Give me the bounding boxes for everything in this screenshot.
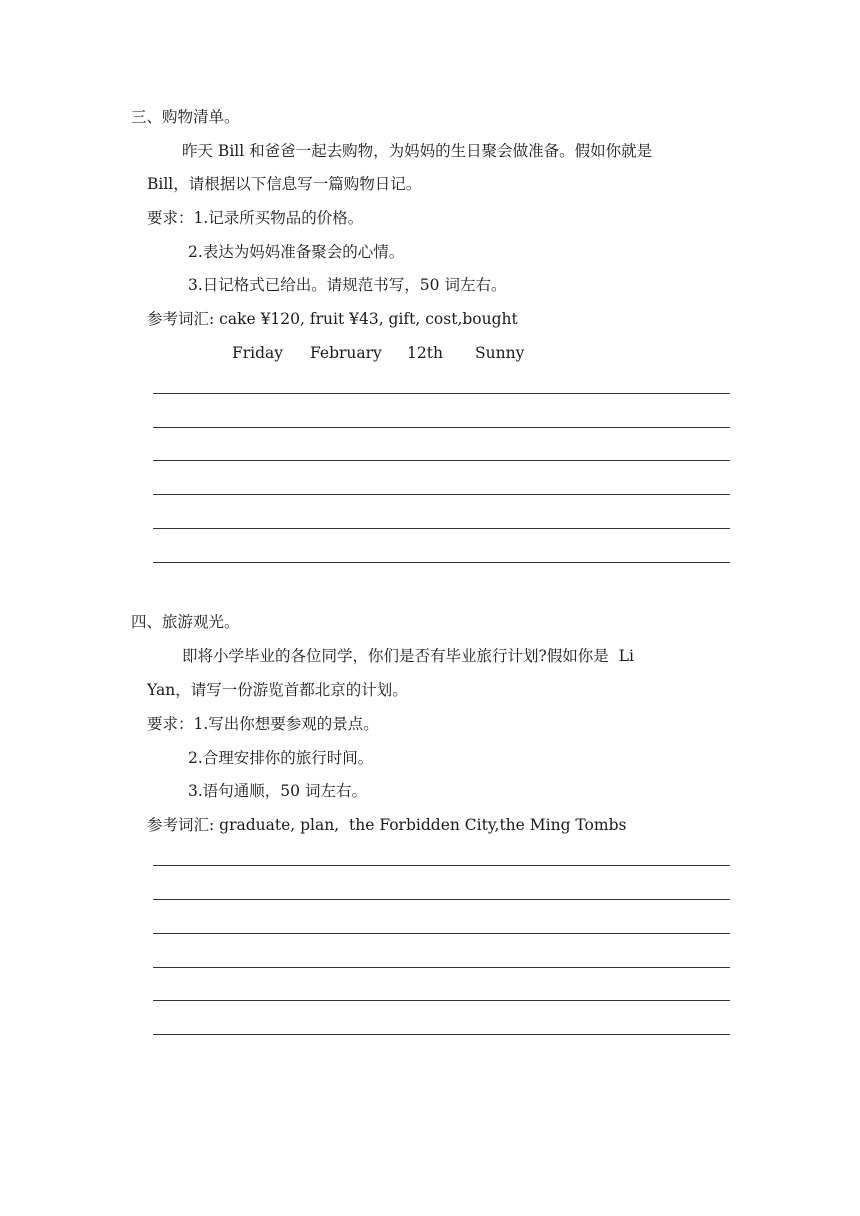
section-4-heading: 四、旅游观光。 <box>131 613 240 631</box>
section-3-requirement-1: 要求：1.记录所买物品的价格。 <box>147 209 364 227</box>
writing-line <box>153 427 730 428</box>
section-3-requirement-3: 3.日记格式已给出。请规范书写，50 词左右。 <box>188 276 507 294</box>
writing-line <box>153 393 730 394</box>
writing-line <box>153 899 730 900</box>
section-4-intro-line-1: 即将小学毕业的各位同学，你们是否有毕业旅行计划?假如你是 Li <box>182 647 634 665</box>
section-3-intro-line-1: 昨天 Bill 和爸爸一起去购物，为妈妈的生日聚会做准备。假如你就是 <box>182 142 653 160</box>
writing-line <box>153 933 730 934</box>
section-4-vocabulary: 参考词汇: graduate, plan, the Forbidden City,the Ming Tombs <box>147 816 627 834</box>
section-3-vocabulary: 参考词汇: cake ¥120, fruit ¥43, gift, cost,bought <box>147 310 518 328</box>
writing-line <box>153 460 730 461</box>
writing-line <box>153 494 730 495</box>
diary-day: Friday <box>232 344 284 362</box>
diary-weather: Sunny <box>475 344 525 362</box>
section-4-requirement-2: 2.合理安排你的旅行时间。 <box>188 749 374 767</box>
writing-line <box>153 1034 730 1035</box>
writing-line <box>153 967 730 968</box>
section-3-heading: 三、购物清单。 <box>131 108 240 126</box>
section-3-requirement-2: 2.表达为妈妈准备聚会的心情。 <box>188 243 405 261</box>
section-4-requirement-3: 3.语句通顺，50 词左右。 <box>188 782 367 800</box>
writing-line <box>153 528 730 529</box>
section-3-intro-line-2: Bill，请根据以下信息写一篇购物日记。 <box>147 175 422 193</box>
diary-month: February <box>310 344 382 362</box>
diary-date: 12th <box>407 344 443 362</box>
writing-line <box>153 865 730 866</box>
section-4-intro-line-2: Yan，请写一份游览首都北京的计划。 <box>147 681 408 699</box>
section-4-requirement-1: 要求：1.写出你想要参观的景点。 <box>147 715 379 733</box>
writing-line <box>153 562 730 563</box>
writing-line <box>153 1000 730 1001</box>
